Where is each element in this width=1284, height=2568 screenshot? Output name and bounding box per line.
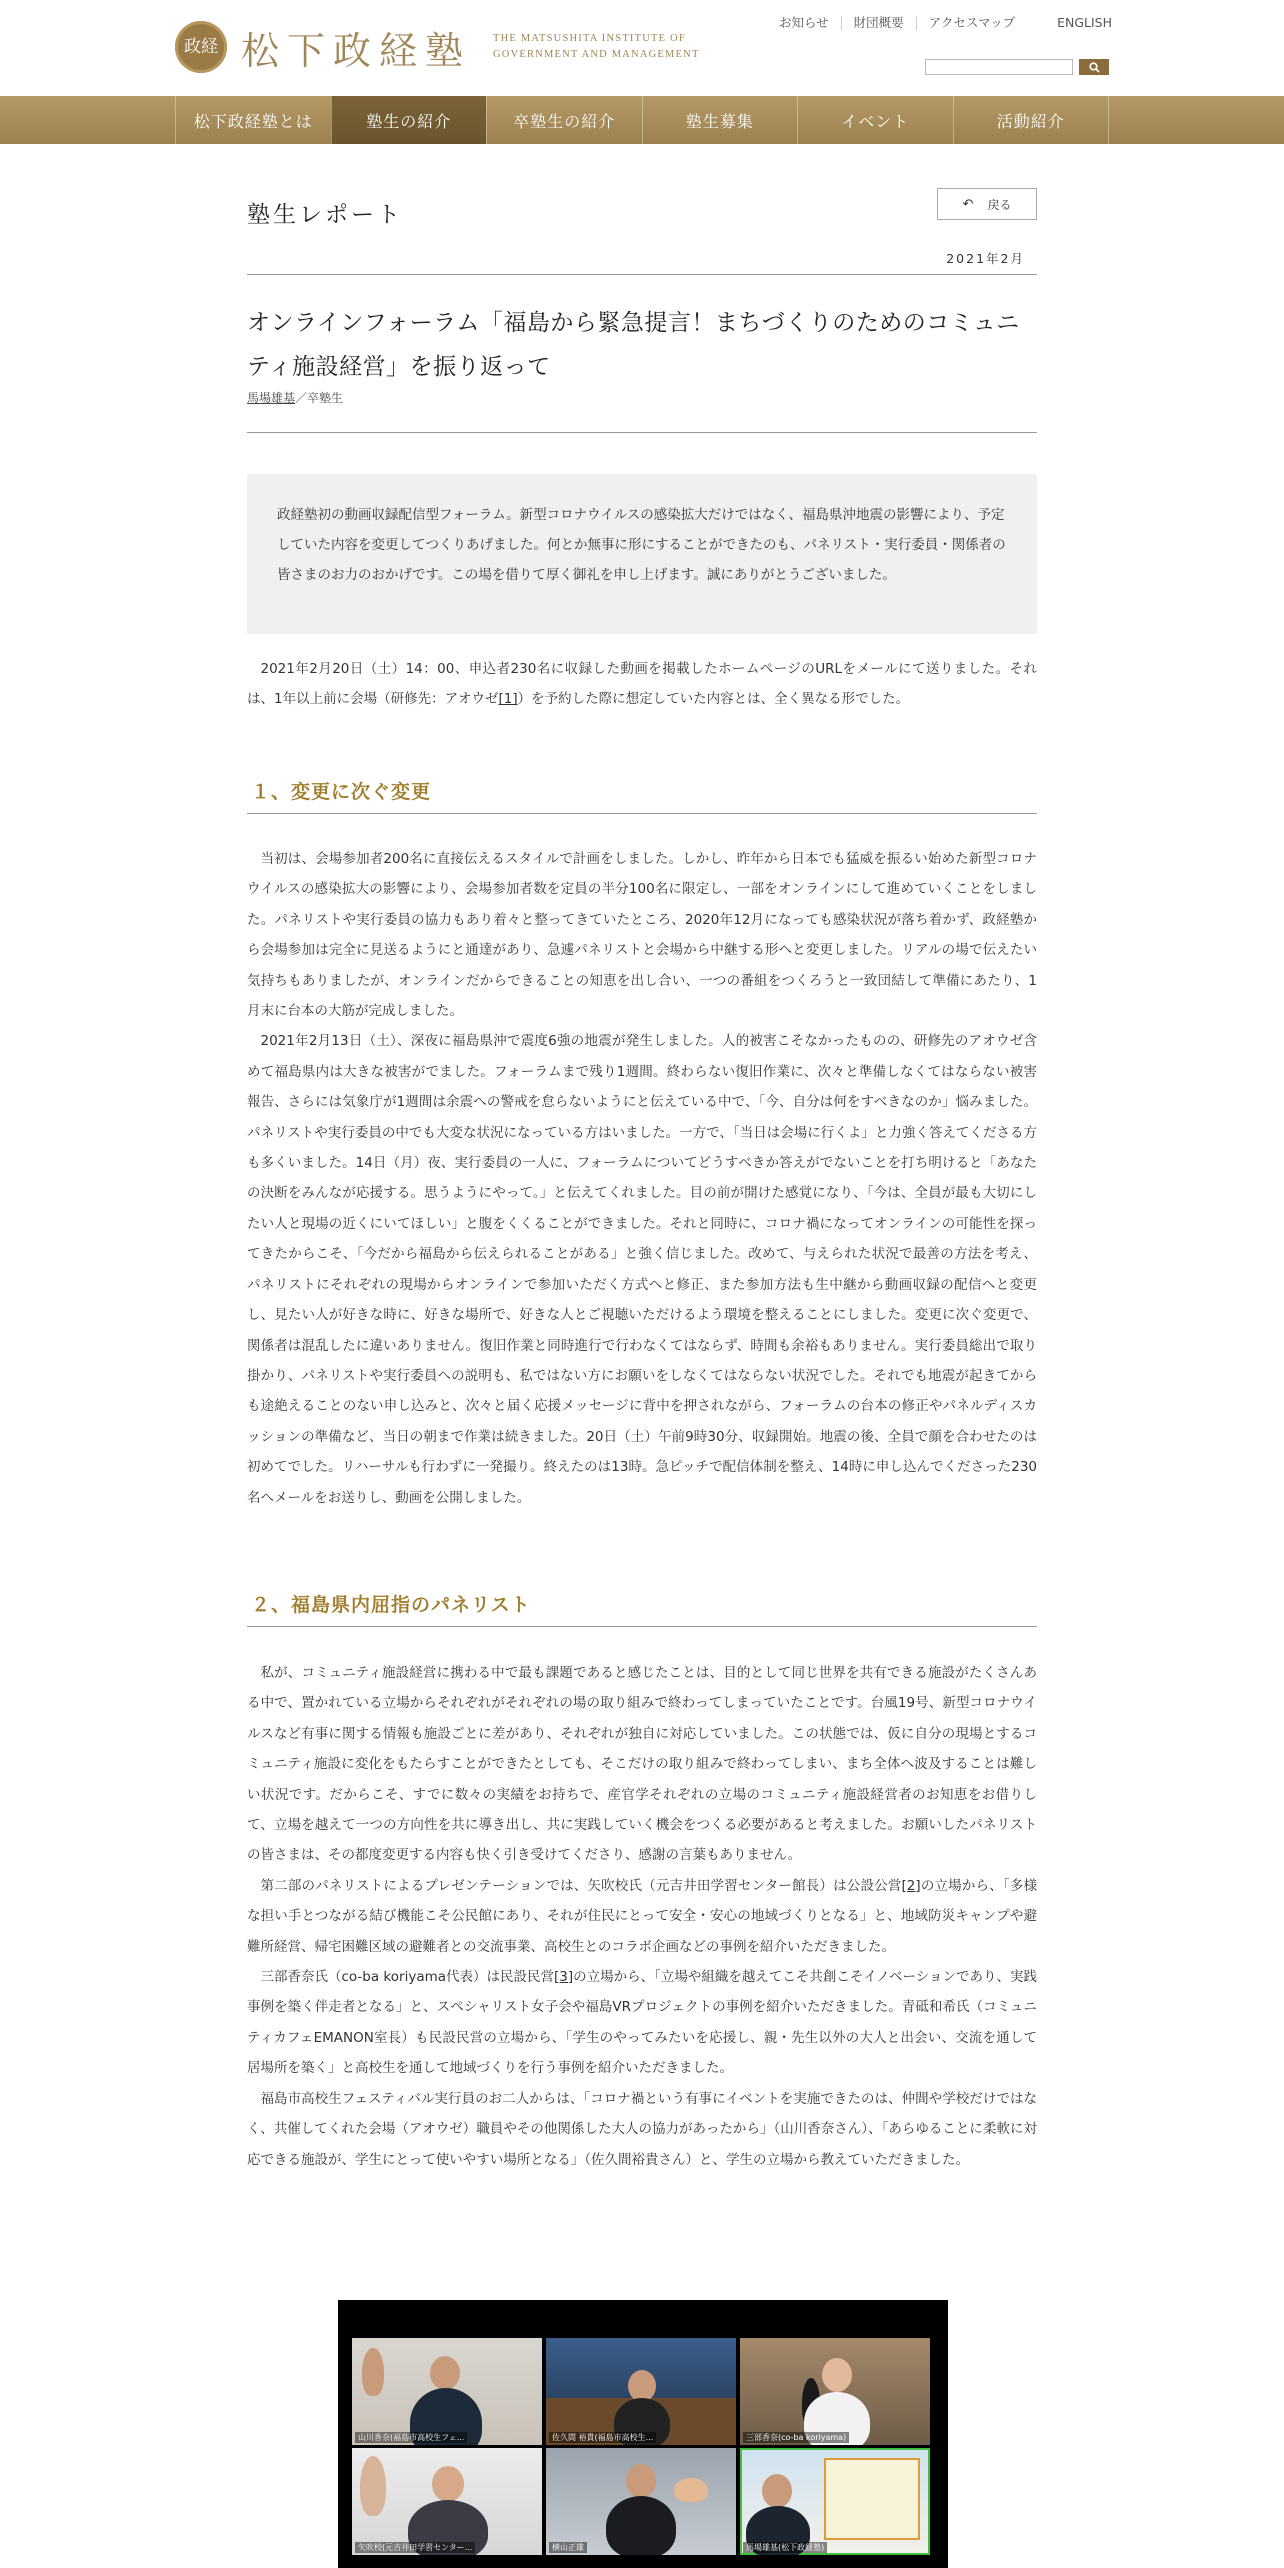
footnote-link[interactable]: [2]	[901, 1877, 921, 1894]
participant-name: 馬場雄基(松下政経塾)	[743, 2542, 827, 2553]
participant-name: 矢吹校(元吉井田学習センター...	[355, 2542, 475, 2553]
logo-name-jp: 松下政経塾	[241, 28, 472, 73]
nav-events[interactable]: イベント	[797, 96, 953, 144]
link-foundation[interactable]: 財団概要	[841, 16, 916, 30]
video-tile	[546, 2448, 736, 2555]
author-role: 卒塾生	[307, 391, 344, 405]
video-tile	[740, 2338, 930, 2445]
participant-name: 山川香奈(福島市高校生フェ...	[355, 2432, 467, 2443]
search-icon	[1089, 62, 1100, 73]
site-search	[925, 59, 1109, 75]
section-heading-2: ２、福島県内屈指のパネリスト	[251, 1594, 531, 1616]
page-title: 塾生レポート	[247, 202, 403, 228]
intro-text-cont: ）を予約した際に想定していた内容とは、全く異なる形でした。	[517, 691, 910, 708]
article-title: オンラインフォーラム「福島から緊急提言！まちづくりのためのコミュニティ施設経営」を振り返って	[247, 310, 1020, 380]
participant-name: 三部香奈(co-ba koriyama)	[743, 2432, 849, 2443]
nav-about[interactable]: 松下政経塾とは	[175, 96, 331, 144]
back-arrow-icon: ↶	[962, 196, 974, 212]
report-date: 2021年2月	[946, 251, 1025, 266]
divider	[247, 274, 1037, 275]
poster-image	[824, 2458, 920, 2540]
paragraph: 福島市高校生フェスティバル実行員のお二人からは、「コロナ禍という有事にイベントを実施できたのは、仲間や学校だけではなく、共催してくれた会場（アオウゼ）職員やその他関係した大人の協力があったから」（山川香奈さん）、「あらゆることに柔軟に対応できる施設が、学生にとって使いやすい場所となる」（佐久間裕貴さん）と、学生の立場から教えていただきました。	[247, 2090, 1037, 2168]
logo-name-en-line1: THE MATSUSHITA INSTITUTE OF	[493, 33, 686, 44]
link-news[interactable]: お知らせ	[779, 15, 829, 30]
participant-name: 佐久間 裕貴(福島市高校生...	[549, 2432, 656, 2443]
logo-seal: 政経	[175, 21, 227, 73]
paragraph-text: 第二部のパネリストによるプレゼンテーションでは、矢吹校氏（元吉井田学習センター館長）は公設公営	[260, 1877, 902, 1894]
nav-activities[interactable]: 活動紹介	[953, 96, 1110, 144]
logo-name-en	[493, 31, 700, 63]
paragraph: 私が、コミュニティ施設経営に携わる中で最も課題であると感じたことは、目的として同じ世界を共有できる施設がたくさんある中で、置かれている立場からそれぞれがそれぞれの場の取り組みで終わってしまっていたことです。台風19号、新型コロナウイルスなど有事に関する情報も施設ごとに差があり、それぞれが独自に対応していました。この状態では、仮に自分の現場とするコミュニティ施設に変化をもたらすことができたとしても、そこだけの取り組みで終わってしまい、まち全体へ波及することは難しい状況です。だからこそ、すでに数々の実績をお持ちで、産官学それぞれの立場のコミュニティ施設経営者のお知恵をお借りして、立場を越えて一つの方向性を共に導き出し、共に実践していく機会をつくる必要があると考えました。お願いしたパネリストの皆さまは、その都度変更する内容も快く引き受けてくださり、感謝の言葉もありません。	[247, 1665, 1037, 1864]
link-english[interactable]: ENGLISH	[1057, 15, 1112, 30]
footnote-link[interactable]: [1]	[498, 691, 518, 708]
forum-screenshot-photo	[338, 2300, 948, 2568]
video-tile	[740, 2448, 930, 2555]
section-divider	[247, 1626, 1037, 1627]
utility-links	[767, 16, 1112, 30]
section2-body	[247, 1658, 1037, 2175]
site-logo[interactable]	[175, 18, 700, 76]
search-button[interactable]	[1079, 59, 1109, 75]
paragraph-text: の立場から、「立場や組織を越えてこそ共創こそイノベーションであり、実践事例を築く伴走者となる」と、スペシャリスト女子会や福島VRプロジェクトの事例を紹介いただきました。青砥和希氏（コミュニティカフェEMANON室長）も民設民営の立場から、「学生のやってみたいを応援し、親・先生以外の大人と出会い、交流を通して居場所を築く」と高校生を通して地域づくりを行う事例を紹介いただきました。	[247, 1969, 1038, 2077]
paragraph-text: 三部香奈氏（co-ba koriyama代表）は民設民営	[260, 1969, 555, 1986]
nav-recruitment[interactable]: 塾生募集	[642, 96, 798, 144]
paragraph: 2021年2月13日（土）、深夜に福島県沖で震度6強の地震が発生しました。人的被害こそなかったものの、研修先のアオウゼ含めて福島県内は大きな被害がでました。フォーラムまで残り1週間。終わらない復旧作業に、次々と準備しなくてはならない被害報告、さらには気象庁が1週間は余震への警戒を怠らないようにと伝えている中で、「今、自分は何をすべきなのか」悩みました。パネリストや実行委員の中でも大変な状況になっている方はいました。一方で、「当日は会場に行くよ」と力強く答えてくださる方も多くいました。14日（月）夜、実行委員の一人に、フォーラムについてどうすべきか答えがでないことを打ち明けると「あなたの決断をみんなが応援する。思うようにやって。」と伝えてくれました。目の前が開けた感覚になり、「今は、全員が最も大切にしたい人と現場の近くにいてほしい」と腹をくくることができました。それと同時に、コロナ禍になってオンラインの可能性を探ってきたからこそ、「今だから福島から伝えられることがある」と強く信じました。改めて、与えられた状況で最善の方法を考え、パネリストにそれぞれの現場からオンラインで参加いただく方式へと修正、また参加方法も生中継から動画収録の配信へと変更し、見たい人が好きな時に、好きな場所で、好きな人とご視聴いただけるよう環境を整えることにしました。変更に次ぐ変更で、関係者は混乱したに違いありません。復旧作業と同時進行で行わなくてはならず、時間も余裕もありません。実行委員総出で取り掛かり、パネリストや実行委員への説明も、私ではない方にお願いをしなくてはならない状況でした。それでも地震が起きてからも途絶えることのない申し込みと、次々と届く応援メッセージに背中を押されながら、フォーラムの台本の修正やパネルディスカッションの準備など、当日の朝まで作業は続きました。20日（土）午前9時30分、収録開始。地震の後、全員で顔を合わせたのは初めてでした。リハーサルも行わずに一発撮り。終えたのは13時。急ピッチで配信体制を整え、14時に申し込んでくださった230名へメールをお送りし、動画を公開しました。	[247, 1033, 1037, 1506]
back-button[interactable]	[937, 188, 1037, 220]
section1-body	[247, 844, 1037, 1513]
link-access[interactable]: アクセスマップ	[916, 16, 1027, 30]
video-tile	[352, 2448, 542, 2555]
nav-students[interactable]: 塾生の紹介	[331, 96, 487, 144]
lead-summary: 政経塾初の動画収録配信型フォーラム。新型コロナウイルスの感染拡大だけではなく、福島県沖地震の影響により、予定していた内容を変更してつくりあげました。何とか無事に形にすることができたのも、パネリスト・実行委員・関係者の皆さまのお力のおかげです。この場を借りて厚く御礼を申し上げます。誠にありがとうございました。	[247, 474, 1037, 634]
video-tile	[546, 2338, 736, 2445]
article-author	[247, 389, 343, 406]
logo-name-en-line2: GOVERNMENT AND MANAGEMENT	[493, 49, 700, 60]
paragraph	[247, 1871, 1037, 1962]
back-button-label: 戻る	[987, 197, 1012, 212]
author-separator: ／	[295, 391, 308, 405]
intro-text: 2021年2月20日（土）14：00、申込者230名に収録した動画を掲載したホームページのURLをメールにて送りました。それは、1年以上前に会場（研修先：アオウゼ	[247, 661, 1037, 708]
divider	[247, 432, 1037, 433]
footnote-link[interactable]: [3]	[554, 1969, 574, 1986]
search-input[interactable]	[925, 59, 1073, 75]
paragraph: 当初は、会場参加者200名に直接伝えるスタイルで計画をしました。しかし、昨年から日本でも猛威を振るい始めた新型コロナウイルスの感染拡大の影響により、会場参加者数を定員の半分100名に限定し、一部をオンラインにして進めていくことをしました。パネリストや実行委員の協力もあり着々と整ってきていたところ、2020年12月になっても感染状況が落ち着かず、政経塾から会場参加は完全に見送るようにと通達があり、急遽パネリストと会場から中継する形へと変更しました。リアルの場で伝えたい気持ちもありましたが、オンラインだからできることの知恵を出し合い、一つの番組をつくろうと一致団結して準備にあたり、1月末に台本の大筋が完成しました。	[247, 851, 1037, 1020]
participant-name: 横山正雄	[549, 2542, 587, 2553]
global-nav	[0, 96, 1284, 144]
paragraph	[247, 1962, 1037, 2084]
video-tile	[352, 2338, 542, 2445]
nav-alumni[interactable]: 卒塾生の紹介	[486, 96, 642, 144]
site-header	[0, 0, 1284, 96]
author-link[interactable]: 馬場雄基	[247, 391, 296, 405]
intro-paragraph	[247, 654, 1037, 715]
section-heading-1: １、変更に次ぐ変更	[251, 781, 432, 803]
paragraph-text: の立場から、「多様な担い手とつながる結び機能こそ公民館にあり、それが住民にとって安全・安心の地域づくりとなる」と、地域防災キャンプや避難所経営、帰宅困難区域の避難者との交流事業、高校生とのコラボ企画などの事例を紹介いただきました。	[247, 1877, 1038, 1955]
section-divider	[247, 813, 1037, 814]
